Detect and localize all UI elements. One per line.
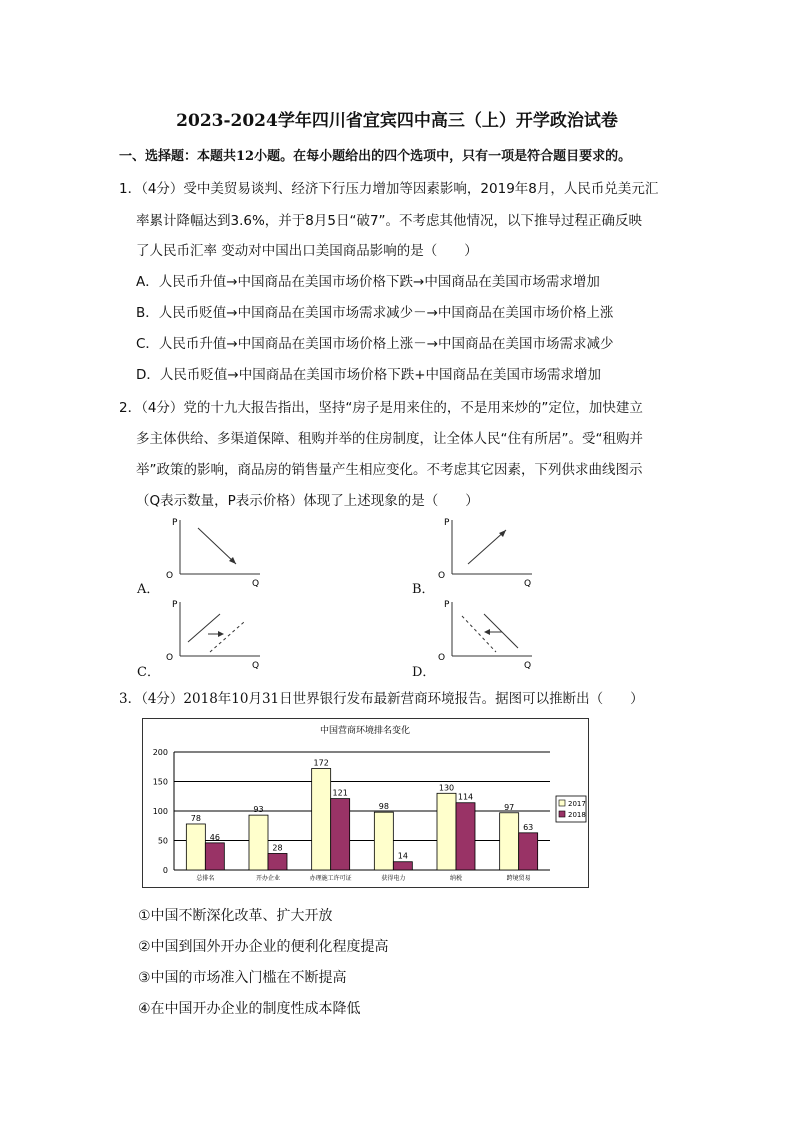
axis-q-label: Q: [524, 661, 532, 671]
legend-label: 2017: [568, 800, 586, 808]
arrow-left-icon: [484, 629, 490, 635]
data-label: 130: [438, 783, 455, 793]
q3-statement-3: ③中国的市场准入门槛在不断提高: [138, 970, 347, 986]
q2-line-2: 多主体供给、多渠道保障、租购并举的住房制度，让全体人民“住有所居”。受“租购并: [136, 431, 643, 447]
x-tick-label: 总排名: [196, 875, 215, 882]
data-label: 28: [272, 843, 283, 853]
bar-2018-5: [519, 833, 538, 870]
q3-statement-1: ①中国不断深化改革、扩大开放: [138, 908, 333, 924]
q1-option-d[interactable]: D．人民币贬值→中国商品在美国市场价格下跌+中国商品在美国市场需求增加: [136, 367, 602, 383]
curve-line: [198, 528, 236, 564]
q1-option-a[interactable]: A．人民币升值→中国商品在美国市场价格下跌→中国商品在美国市场需求增加: [136, 274, 600, 290]
x-tick-label: 获得电力: [381, 875, 406, 882]
bar-2017-1: [249, 815, 268, 870]
q2-line-3: 举”政策的影响，商品房的销售量产生相应变化。不考虑其它因素，下列供求曲线图示: [136, 462, 643, 478]
y-tick-label: 100: [152, 807, 168, 816]
business-environment-chart: [142, 718, 589, 888]
x-tick-label: 办理施工许可证: [309, 875, 352, 882]
q1-line-1: 1．（4分）受中美贸易谈判、经济下行压力增加等因素影响，2019年8月，人民币兑美元汇: [119, 181, 659, 197]
data-label: 172: [313, 758, 329, 768]
q2-graph-b[interactable]: [430, 514, 540, 590]
bar-2018-2: [331, 799, 350, 870]
bar-2017-0: [186, 824, 205, 870]
q2-line-4: （Q表示数量，P表示价格）体现了上述现象的是（ ）: [136, 493, 479, 509]
q3-statement-4: ④在中国开办企业的制度性成本降低: [138, 1001, 361, 1017]
axis-o-label: O: [438, 571, 446, 581]
axis-q-label: Q: [524, 579, 532, 589]
axis-o-label: O: [438, 653, 446, 663]
q1-option-c[interactable]: C．人民币升值→中国商品在美国市场价格上涨－→中国商品在美国市场需求减少: [136, 336, 614, 352]
q2-option-a-label[interactable]: A．: [137, 582, 160, 597]
q2-option-d-label[interactable]: D．: [412, 665, 436, 680]
axis-q-label: Q: [252, 661, 260, 671]
bar-2018-3: [393, 862, 412, 870]
axis-p-label: P: [444, 518, 450, 528]
bar-2017-4: [437, 793, 456, 870]
arrow-right-icon: [218, 631, 224, 637]
shifted-curve-line: [210, 622, 244, 652]
y-tick-label: 150: [152, 777, 168, 787]
bar-2018-1: [268, 853, 287, 870]
x-tick-label: 纳税: [449, 875, 463, 882]
x-tick-label: 开办企业: [255, 875, 281, 882]
data-label: 114: [457, 792, 474, 802]
data-label: 97: [504, 802, 515, 812]
data-label: 93: [253, 805, 264, 815]
curve-line: [468, 530, 506, 564]
bar-2018-4: [456, 803, 475, 870]
axis-q-label: Q: [252, 579, 260, 589]
bar-2017-5: [500, 813, 519, 870]
q3-statement-2: ②中国到国外开办企业的便利化程度提高: [138, 939, 389, 955]
curve-line: [188, 614, 220, 642]
legend-label: 2018: [568, 811, 586, 819]
bar-2018-0: [205, 843, 224, 870]
data-label: 46: [209, 832, 220, 842]
q2-graph-c[interactable]: [158, 596, 268, 672]
axis-o-label: O: [166, 653, 174, 663]
q1-line-2: 率累计降幅达到3.6%，并于8月5日“破7”。不考虑其他情况，以下推导过程正确反映: [136, 213, 643, 229]
y-tick-label: 0: [162, 866, 168, 875]
x-tick-label: 跨境贸易: [506, 875, 531, 882]
data-label: 121: [332, 788, 348, 798]
bar-2017-3: [374, 812, 393, 870]
data-label: 98: [378, 802, 389, 812]
q2-option-b-label[interactable]: B．: [412, 582, 435, 597]
page-title: 2023-2024学年四川省宜宾四中高三（上）开学政治试卷: [176, 111, 618, 131]
axis-p-label: P: [444, 600, 450, 610]
axis-p-label: P: [172, 600, 178, 610]
axis-o-label: O: [166, 571, 174, 581]
legend-swatch-2017: [559, 800, 565, 806]
axis-p-label: P: [172, 518, 178, 528]
q1-option-b[interactable]: B．人民币贬值→中国商品在美国市场需求减少－→中国商品在美国市场价格上涨: [136, 305, 614, 321]
data-label: 63: [523, 822, 534, 832]
q2-graph-a[interactable]: [158, 514, 268, 590]
chart-title: 中国营商环境排名变化: [319, 726, 411, 736]
data-label: 14: [397, 851, 408, 861]
bar-2017-2: [312, 769, 331, 870]
data-label: 78: [190, 813, 201, 823]
y-tick-label: 200: [152, 748, 168, 757]
q2-graph-d[interactable]: [430, 596, 540, 672]
legend-swatch-2018: [559, 811, 565, 817]
q2-option-c-label[interactable]: C．: [137, 665, 160, 680]
q2-line-1: 2．（4分）党的十九大报告指出，坚持“房子是用来住的，不是用来炒的”定位，加快建立: [119, 400, 643, 416]
q1-line-3: 了人民币汇率 变动对中国出口美国商品影响的是（ ）: [136, 243, 478, 259]
y-tick-label: 50: [157, 836, 168, 846]
section-heading: 一、选择题：本题共12小题。在每小题给出的四个选项中，只有一项是符合题目要求的。: [119, 149, 632, 164]
q3-line: 3．（4分）2018年10月31日世界银行发布最新营商环境报告。据图可以推断出（ ）: [119, 691, 644, 707]
